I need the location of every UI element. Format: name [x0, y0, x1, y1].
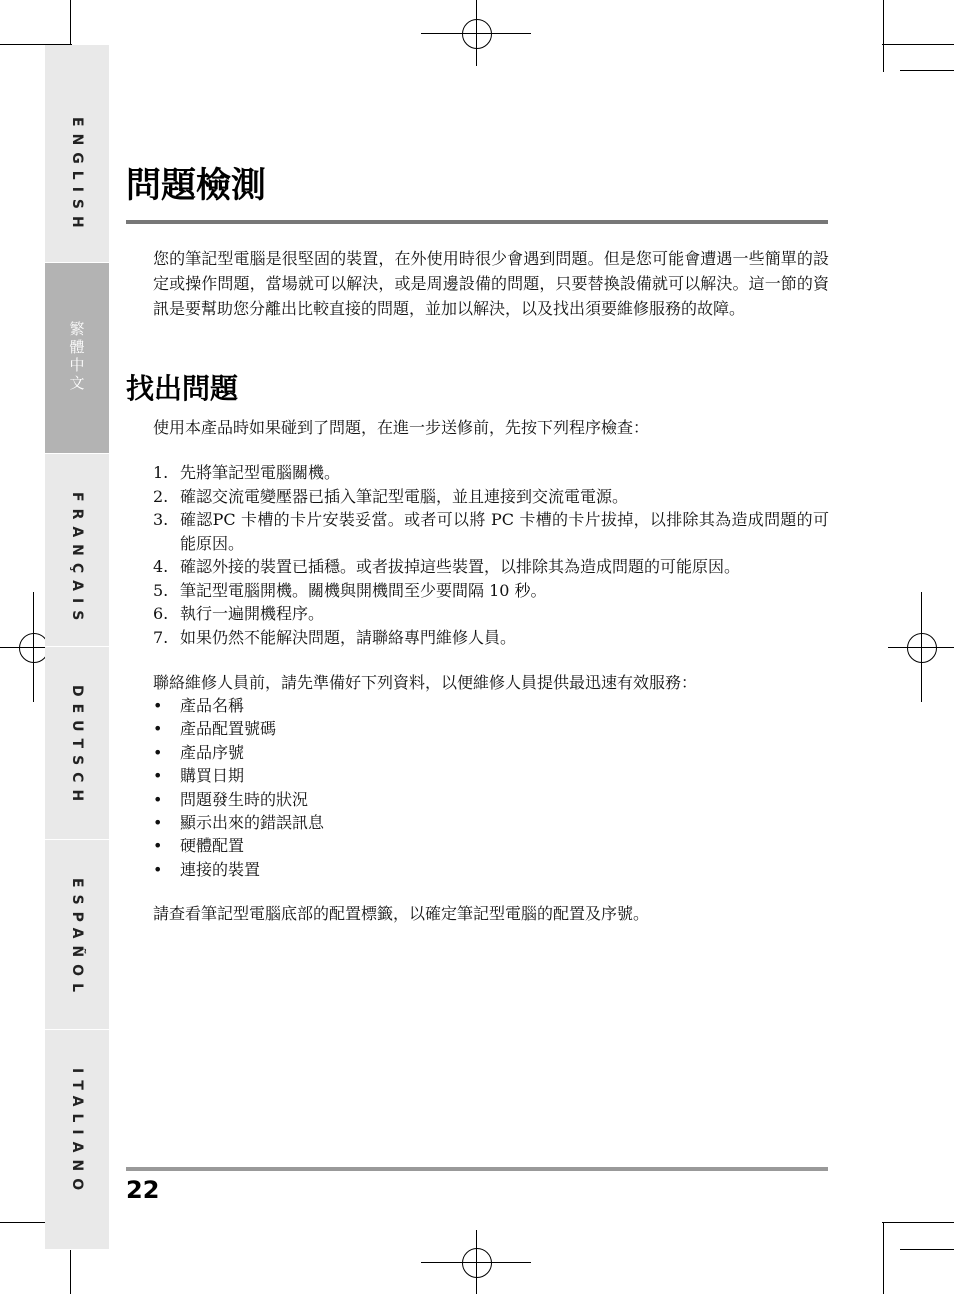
section-title: 找出問題	[126, 372, 239, 405]
list-item	[153, 694, 324, 717]
page-title: 問題檢測	[126, 166, 267, 206]
list-item	[153, 764, 324, 787]
lang-label: ITALIANO	[69, 1068, 85, 1198]
list-item	[153, 555, 829, 579]
item-text: 顯示出來的錯誤訊息	[180, 813, 325, 833]
list-item	[153, 811, 324, 834]
steps-list	[153, 461, 829, 649]
item-text: 問題發生時的狀況	[180, 789, 309, 809]
steps-lead: 使用本產品時如果碰到了問題，在進一步送修前，先按下列程序檢查：	[153, 418, 650, 437]
lang-tab-german[interactable]	[45, 647, 109, 840]
item-text: 購買日期	[180, 766, 245, 786]
step-number: 6.	[153, 604, 169, 623]
intro-paragraph: 您的筆記型電腦是很堅固的裝置，在外使用時很少會遇到問題。但是您可能會遭遇一些簡單的設定或操作問題，當場就可以解決，或是周邊設備的問題，只要替換設備就可以解決。這一節的資訊是要幫助您分離出比較直接的問題，並加以解決，以及找出須要維修服務的故障。	[153, 249, 829, 318]
step-number: 7.	[153, 627, 169, 647]
list-item	[153, 717, 324, 740]
list-item	[153, 485, 829, 509]
lang-label: ESPAÑOL	[69, 878, 85, 999]
list-item	[153, 579, 829, 603]
step-text: 確認外接的裝置已插穩。或者拔掉這些裝置，以排除其為造成問題的可能原因。	[180, 557, 741, 576]
bullet-icon: •	[153, 766, 163, 786]
step-text: 執行一遍開機程序。	[180, 604, 325, 623]
bullet-icon: •	[153, 859, 163, 879]
lang-label: FRANÇAIS	[69, 492, 85, 628]
item-text: 產品名稱	[180, 696, 245, 715]
step-text: 筆記型電腦開機。關機與開機間至少要間隔 10 秒。	[180, 580, 547, 600]
step-text: 確認PC 卡槽的卡片安裝妥當。或者可以將 PC 卡槽的卡片拔掉，以排除其為造成問題的可能原因。	[180, 510, 829, 553]
lang-tab-italian[interactable]	[45, 1030, 109, 1250]
closing-paragraph: 請查看筆記型電腦底部的配置標籤，以確定筆記型電腦的配置及序號。	[153, 904, 650, 923]
step-number: 3.	[153, 510, 169, 529]
list-item	[153, 602, 829, 626]
lang-label: 繁體中文	[67, 321, 86, 393]
item-text: 硬體配置	[180, 836, 245, 856]
step-text: 如果仍然不能解決問題，請聯絡專門維修人員。	[180, 627, 517, 647]
list-item	[153, 461, 829, 485]
list-item	[153, 858, 324, 881]
step-number: 5.	[153, 580, 169, 600]
bullet-icon: •	[153, 719, 163, 739]
page-number: 22	[126, 1176, 160, 1204]
bullet-icon: •	[153, 789, 163, 809]
list-item	[153, 508, 829, 555]
step-number: 4.	[153, 557, 169, 576]
lang-tab-french[interactable]	[45, 454, 109, 647]
item-text: 產品序號	[180, 742, 245, 762]
list-item	[153, 834, 324, 857]
lang-label: DEUTSCH	[69, 685, 85, 809]
language-sidebar	[45, 45, 109, 1250]
bullet-icon: •	[153, 836, 163, 856]
step-text: 先將筆記型電腦關機。	[180, 463, 341, 482]
bullet-icon: •	[153, 696, 163, 715]
lang-label: ENGLISH	[69, 117, 85, 235]
step-number: 2.	[153, 486, 169, 506]
info-lead: 聯絡維修人員前，請先準備好下列資料，以便維修人員提供最迅速有效服務：	[153, 673, 698, 692]
list-item	[153, 626, 829, 650]
item-text: 產品配置號碼	[180, 719, 277, 739]
lang-tab-english[interactable]	[45, 45, 109, 263]
step-text: 確認交流電變壓器已插入筆記型電腦，並且連接到交流電電源。	[180, 486, 629, 506]
info-list	[153, 694, 324, 881]
item-text: 連接的裝置	[180, 859, 261, 879]
bullet-icon: •	[153, 742, 163, 762]
title-divider	[126, 220, 828, 224]
bullet-icon: •	[153, 813, 163, 833]
lang-tab-spanish[interactable]	[45, 840, 109, 1030]
lang-tab-traditional-chinese[interactable]	[45, 263, 109, 454]
footer-divider	[126, 1167, 828, 1171]
list-item	[153, 788, 324, 811]
list-item	[153, 741, 324, 764]
step-number: 1.	[153, 463, 169, 482]
